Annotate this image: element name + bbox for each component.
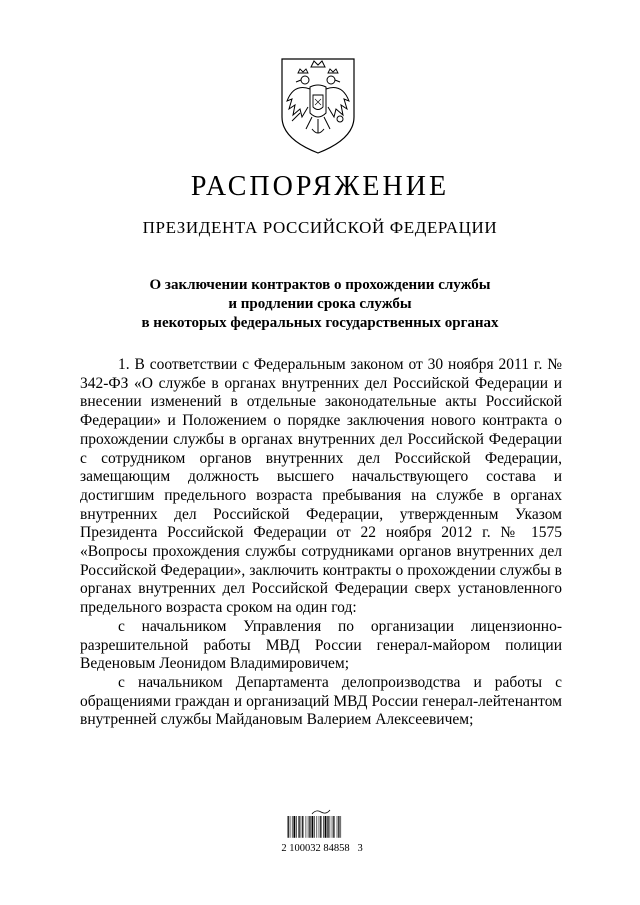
barcode-mark-icon [306,808,336,816]
barcode-bar [330,816,331,838]
barcode-bar [301,816,302,838]
barcode-bar [332,816,333,838]
barcode-bar [338,816,339,838]
document-title: РАСПОРЯЖЕНИЕ [190,171,450,202]
barcode-bar [312,816,314,838]
barcode-bar [306,816,307,838]
heading-line: О заключении контрактов о прохождении службы [149,277,491,293]
barcode-bar [314,816,315,838]
barcode-bar [333,816,334,838]
barcode-bar [308,816,309,838]
barcode-bar [327,816,328,838]
document-body [80,356,562,730]
document-heading [80,276,560,333]
barcode-bar [302,816,303,838]
body-paragraph: с начальником Департамента делопроизводства и работы с обращениями граждан и организаций МВД России генерал-лейтенантом внутренней службы Майдановым Валерием Алексеевичем; [80,673,562,729]
barcode-bar [288,816,289,838]
document-subtitle: ПРЕЗИДЕНТА РОССИЙСКОЙ ФЕДЕРАЦИИ [142,218,498,237]
barcode-bar [296,816,297,838]
barcode-bar [316,816,317,838]
barcode-bar [340,816,341,838]
barcode-bar [320,816,321,838]
body-paragraph: 1. В соответствии с Федеральным законом от 30 ноября 2011 г. № 342-ФЗ «О службе в органах внутренних дел Российской Федерации и внесении изменений в отдельные законодательные акты Российской Федерации» и Положением о порядке заключения нового контракта о прохождении службы в органах внутренних дел Российской Федерации с сотрудником органов внутренних дел Российской Федерации, замещающим должность высшего начальствующего состава и достигшим предельного возраста пребывания на службе в органах внутренних дел Российской Федерации, утвержденным Указом Президента Российской Федерации от 22 ноября 2012 г. № 1575 «Вопросы прохождения службы сотрудниками органов внутренних дел Российской Федерации», заключить контракты о прохождении службы в органах внутренних дел Российской Федерации сверх установленного предельного возраста сроком на один год: [80,356,562,617]
barcode-bar [337,816,338,838]
barcode-bar [309,816,310,838]
barcode-bar [319,816,320,838]
barcode-bar [292,816,293,838]
barcode-bar [293,816,295,838]
coat-of-arms-icon [278,55,358,155]
body-paragraph: с начальником Управления по организации лицензионно-разрешительной работы МВД России генерал-майором полиции Веденовым Леонидом Владимировичем; [80,617,562,673]
barcode-bar [298,816,299,838]
barcode-number: 2 100032 84858 3 [281,843,363,854]
barcode-bar [323,816,324,838]
heading-line: в некоторых федеральных государственных органах [141,315,499,331]
barcode-bar [290,816,291,838]
heading-line: и продлении срока службы [228,296,412,312]
barcode-icon [276,816,366,844]
barcode-bar [325,816,327,838]
